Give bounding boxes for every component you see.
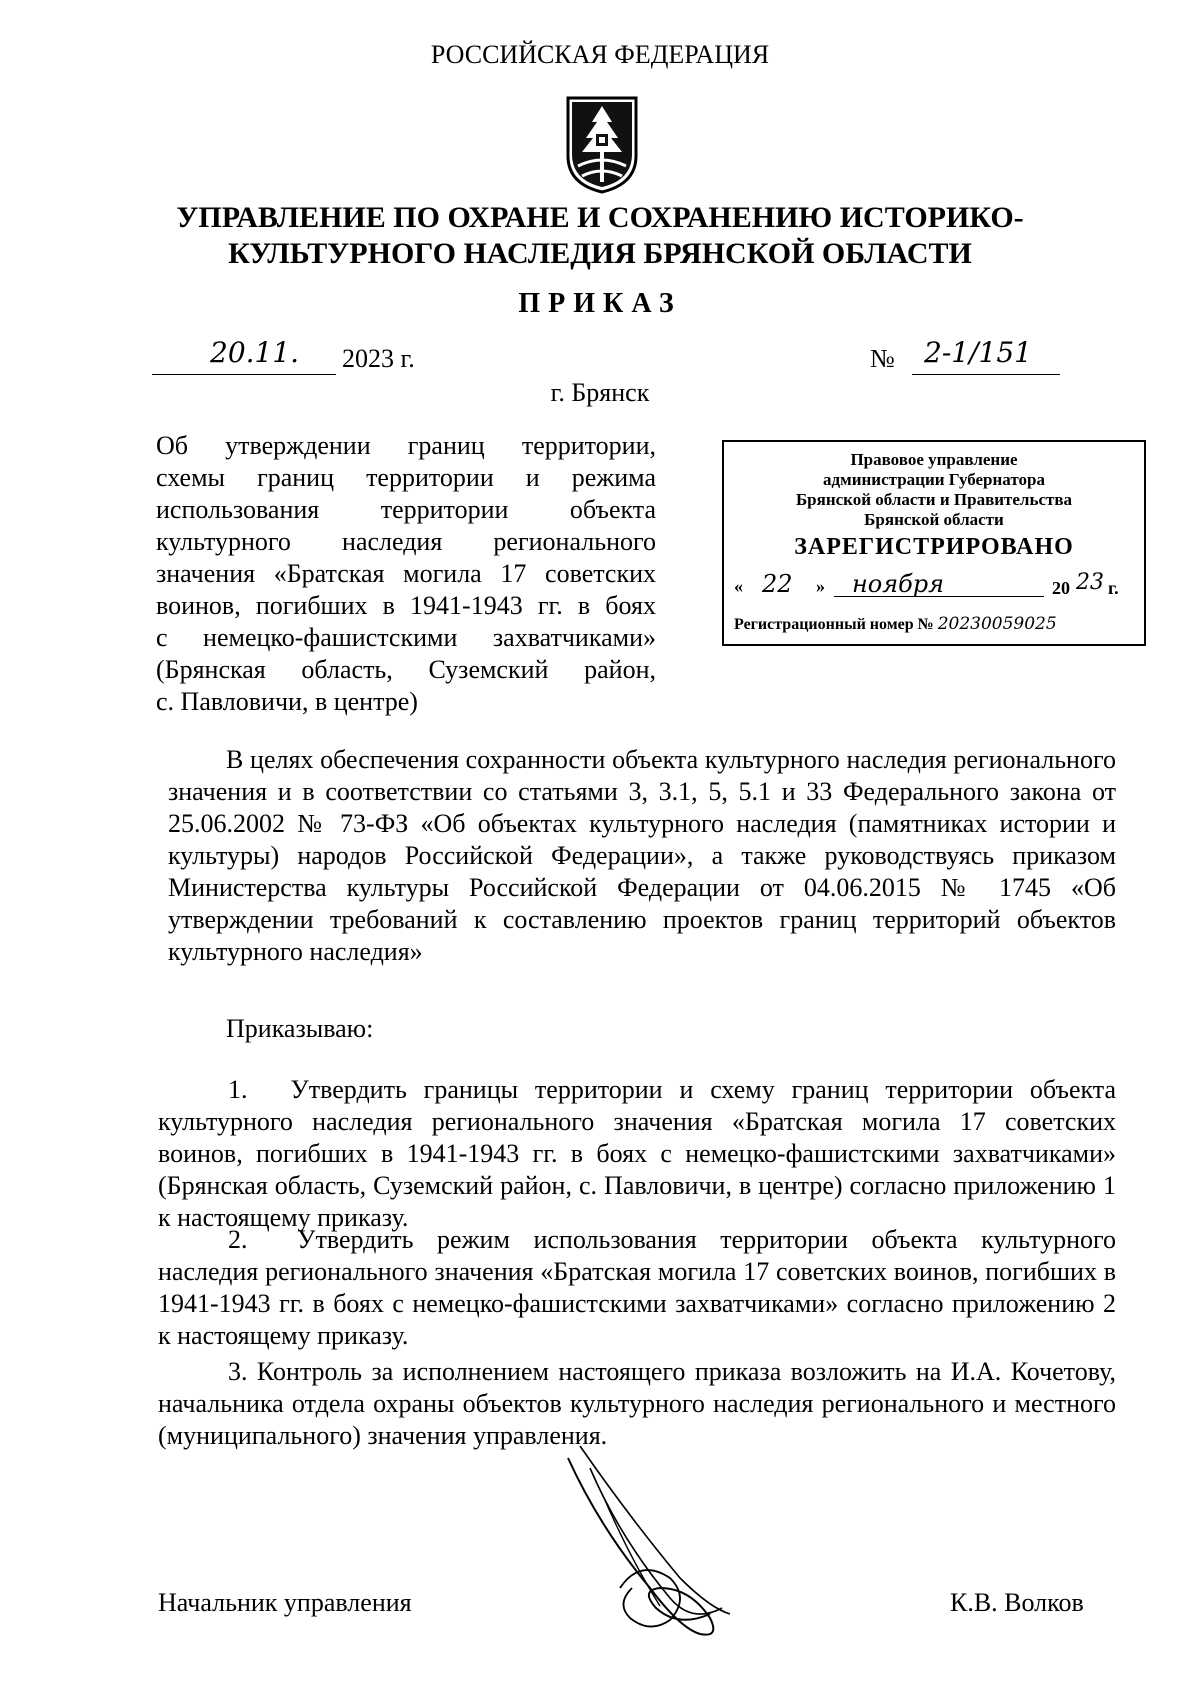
stamp-quote-close: » [816,576,825,596]
stamp-line: Брянской области [864,510,1004,529]
stamp-line: Брянской области и Правительства [795,490,1073,509]
country-title: РОССИЙСКАЯ ФЕДЕРАЦИЯ [430,40,770,69]
organization-line-2: КУЛЬТУРНОГО НАСЛЕДИЯ БРЯНСКОЙ ОБЛАСТИ [228,237,972,270]
stamp-header [724,450,1144,530]
document-type: ПРИКАЗ [518,288,682,319]
subject-line: воинов, погибших в 1941-1943 гг. в боях [156,591,656,620]
stamp-date [734,570,1138,600]
order-item-2: 2. Утвердить режим использования территории объекта культурного наследия регионального значения «Братская могила 17 советских воинов, погибших в 1941-1943 гг. в боях с немецко-фашистскими захватчиками» согласно приложению 2 к настоящему приказу. [158,1225,1116,1350]
coat-of-arms-icon [564,94,640,194]
order-subject [156,430,656,718]
stamp-year-prefix: 20 [1052,578,1070,598]
stamp-line: администрации Губернатора [823,470,1045,489]
signer-name: К.В. Волков [950,1588,1084,1617]
order-item-1: 1. Утвердить границы территории и схему границ территории объекта культурного наследия регионального значения «Братская могила 17 советских воинов, погибших в 1941-1943 гг. в боях с немецко-фашистскими захватчиками» (Брянская область, Суземский район, с. Павловичи, в центре) согласно приложению 1 к настоящему приказу. [158,1075,1116,1232]
subject-line: с. Павловичи, в центре) [156,687,418,716]
number-label: № [870,344,895,373]
stamp-quote-open: « [734,576,743,596]
stamp-month-underline [834,596,1044,597]
stamp-day: 22 [762,570,793,598]
city: г. Брянск [550,378,650,407]
stamp-line: Правовое управление [850,450,1018,469]
handwritten-signature [560,1438,740,1648]
subject-line: с немецко-фашистскими захватчиками» [156,623,656,652]
stamp-registered: ЗАРЕГИСТРИРОВАНО [794,534,1074,560]
preamble-paragraph: В целях обеспечения сохранности объекта культурного наследия регионального значения и в соответствии со статьями 3, 3.1, 5, 5.1 и 33 Федерального закона от 25.06.2002 № 73-ФЗ «Об объектах культурного наследия (памятниках истории и культуры) народов Российской Федерации», а также руководствуясь приказом Министерства культуры Российской Федерации от 04.06.2015 № 1745 «Об утверждении требований к составлению проектов границ территорий объектов культурного наследия» [168,745,1116,966]
stamp-year: 23 [1076,570,1104,595]
registration-stamp [722,440,1146,646]
subject-line: схемы границ территории и режима [156,463,656,492]
subject-line: использования территории объекта [156,495,656,524]
stamp-registration-number [734,614,1138,634]
subject-line: (Брянская область, Суземский район, [156,655,656,684]
signer-title: Начальник управления [158,1588,412,1617]
stamp-month: ноября [852,570,945,598]
handwritten-date: 20.11. [210,336,300,369]
stamp-year-suffix: г. [1108,578,1119,598]
organization-name [150,200,1050,272]
handwritten-number: 2-1/151 [924,336,1032,369]
order-word: Приказываю: [226,1014,374,1043]
organization-line-1: УПРАВЛЕНИЕ ПО ОХРАНЕ И СОХРАНЕНИЮ ИСТОРИКО- [176,201,1024,234]
subject-line: Об утверждении границ территории, [156,431,656,460]
order-item-3: 3. Контроль за исполнением настоящего приказа возложить на И.А. Кочетову, начальника отдела охраны объектов культурного наследия регионального и местного (муниципального) значения управления. [158,1357,1116,1450]
subject-line: культурного наследия регионального [156,527,656,556]
subject-line: значения «Братская могила 17 советских [156,559,656,588]
stamp-reg-number: 20230059025 [937,614,1057,634]
stamp-reg-label: Регистрационный номер № [734,616,934,633]
order-year: 2023 г. [342,344,415,373]
